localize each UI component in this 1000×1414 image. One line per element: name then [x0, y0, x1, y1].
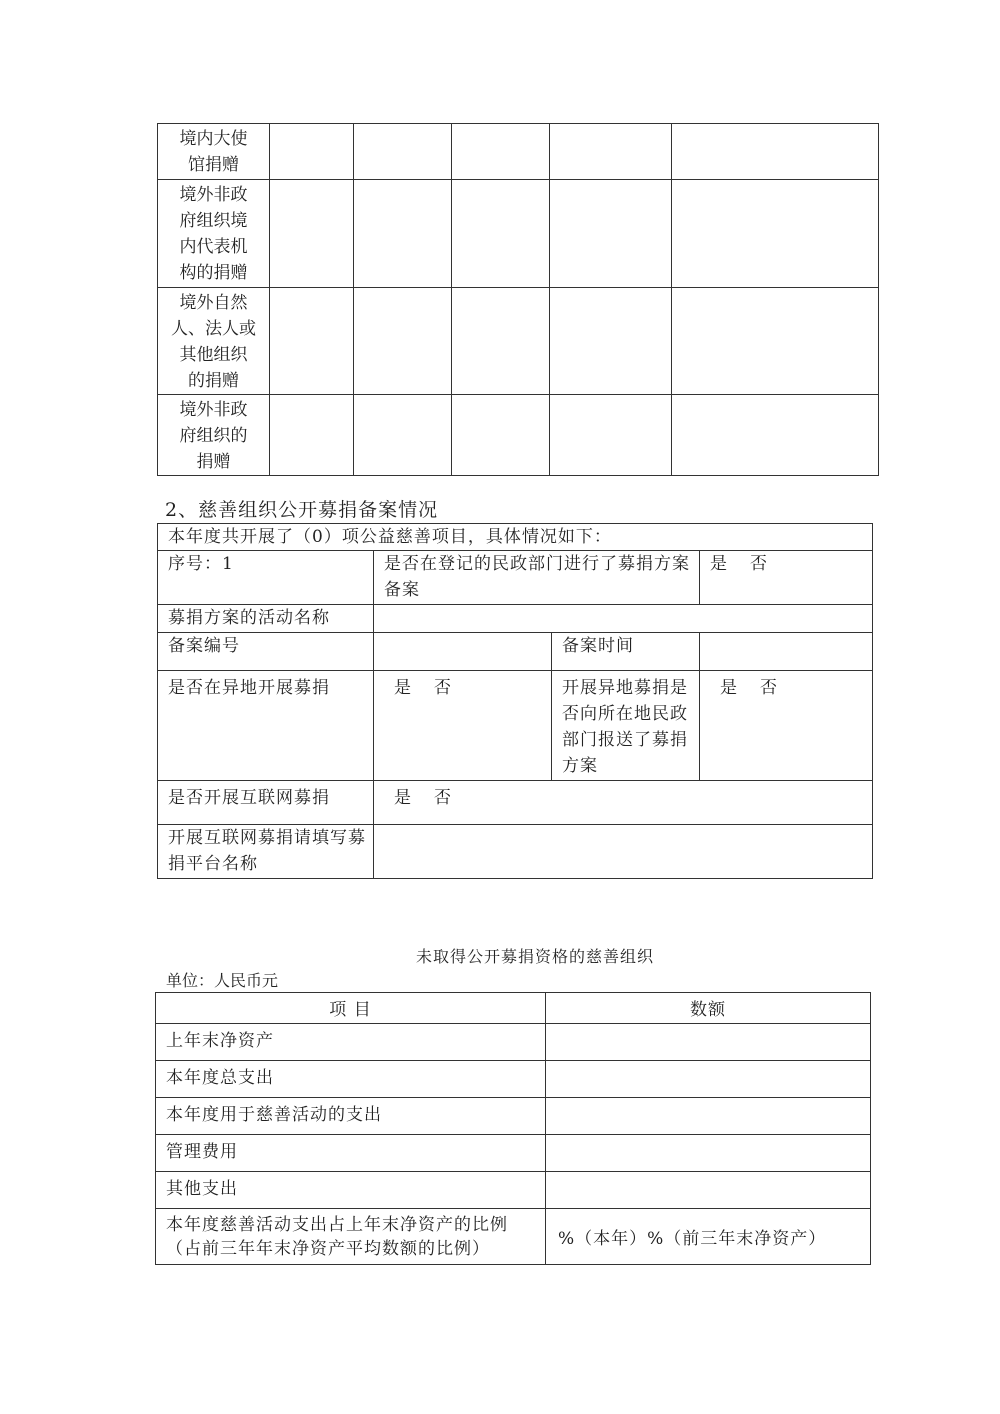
table-row	[156, 1135, 871, 1172]
activity-name-value[interactable]	[374, 605, 873, 633]
platform-label: 开展互联网募捐请填写募捐平台名称	[158, 825, 374, 879]
cell	[354, 395, 452, 476]
row-label	[158, 180, 270, 288]
header-amount: 数额	[546, 993, 871, 1024]
row-label: 本年度用于慈善活动的支出	[156, 1098, 546, 1135]
ratio-label	[156, 1209, 546, 1265]
cell	[452, 124, 550, 180]
table-row	[156, 1172, 871, 1209]
fundraising-filing-table	[157, 523, 873, 879]
offsite-label: 是否在异地开展募捐	[158, 671, 374, 781]
table-row	[158, 288, 879, 395]
amount-cell[interactable]	[546, 1061, 871, 1098]
table-row	[156, 1061, 871, 1098]
table-row	[158, 825, 873, 879]
offsite-report-yes-no[interactable]	[700, 671, 873, 781]
table-row	[156, 1098, 871, 1135]
intro-text: 本年度共开展了（0）项公益慈善项目，具体情况如下：	[158, 524, 873, 551]
table-row	[156, 993, 871, 1024]
no-option[interactable]: 否	[434, 678, 452, 698]
row-label	[158, 124, 270, 180]
table-row	[158, 671, 873, 781]
internet-yes-no[interactable]	[374, 781, 873, 825]
cell	[270, 180, 354, 288]
label-line: 捐赠	[196, 452, 231, 472]
label-line: 的捐赠	[188, 371, 239, 391]
label-line: 境内大使	[179, 129, 248, 149]
ratio-value[interactable]: %（本年）%（前三年末净资产）	[546, 1209, 871, 1265]
activity-name-label: 募捐方案的活动名称	[158, 605, 374, 633]
yes-option[interactable]: 是	[394, 678, 412, 698]
filed-yes-no[interactable]	[700, 551, 873, 605]
summary-table	[155, 992, 871, 1265]
summary-caption: 未取得公开募捐资格的慈善组织	[416, 947, 655, 966]
amount-cell[interactable]	[546, 1098, 871, 1135]
cell	[672, 124, 879, 180]
table-row	[158, 395, 879, 476]
filing-number-value[interactable]	[374, 633, 552, 671]
no-option[interactable]: 否	[434, 788, 452, 808]
cell	[354, 124, 452, 180]
row-label	[158, 395, 270, 476]
serial-number: 序号：1	[158, 551, 374, 605]
label-line: 其他组织	[179, 345, 248, 365]
yes-option[interactable]: 是	[720, 678, 738, 698]
cell	[452, 180, 550, 288]
platform-value[interactable]	[374, 825, 873, 879]
internet-label: 是否开展互联网募捐	[158, 781, 374, 825]
cell	[672, 395, 879, 476]
cell	[270, 124, 354, 180]
label-line: 境外非政	[179, 400, 248, 420]
ratio-line-1: 本年度慈善活动支出占上年末净资产的比例	[166, 1215, 508, 1235]
table-row	[158, 124, 879, 180]
yes-option[interactable]: 是	[710, 554, 728, 574]
cell	[550, 288, 672, 395]
filing-time-label: 备案时间	[552, 633, 700, 671]
table-row	[156, 1024, 871, 1061]
filing-time-value[interactable]	[700, 633, 873, 671]
cell	[672, 180, 879, 288]
filing-number-label: 备案编号	[158, 633, 374, 671]
cell	[452, 288, 550, 395]
cell	[270, 288, 354, 395]
table-row	[158, 605, 873, 633]
cell	[452, 395, 550, 476]
table-row	[158, 551, 873, 605]
table-row	[158, 633, 873, 671]
cell	[550, 124, 672, 180]
section-heading: 2、慈善组织公开募捐备案情况	[165, 499, 439, 521]
cell	[354, 180, 452, 288]
offsite-report-label: 开展异地募捐是否向所在地民政部门报送了募捐方案	[552, 671, 700, 781]
label-line: 境外非政	[179, 185, 248, 205]
label-line: 人、法人或	[171, 319, 256, 339]
no-option[interactable]: 否	[760, 678, 778, 698]
amount-cell[interactable]	[546, 1024, 871, 1061]
row-label: 其他支出	[156, 1172, 546, 1209]
label-line: 内代表机	[179, 237, 248, 257]
label-line: 府组织境	[179, 211, 248, 231]
label-line: 构的捐赠	[179, 263, 248, 283]
foreign-donation-table	[157, 123, 879, 476]
offsite-yes-no[interactable]	[374, 671, 552, 781]
label-line: 馆捐赠	[188, 155, 239, 175]
no-option[interactable]: 否	[750, 554, 768, 574]
ratio-line-2: （占前三年年末净资产平均数额的比例）	[166, 1239, 490, 1259]
yes-option[interactable]: 是	[394, 788, 412, 808]
cell	[270, 395, 354, 476]
currency-unit: 单位：人民币元	[166, 971, 279, 990]
label-line: 府组织的	[179, 426, 248, 446]
label-line: 境外自然	[179, 293, 248, 313]
header-item: 项 目	[156, 993, 546, 1024]
table-row	[158, 781, 873, 825]
table-row	[158, 180, 879, 288]
row-label	[158, 288, 270, 395]
table-row	[158, 524, 873, 551]
row-label: 管理费用	[156, 1135, 546, 1172]
cell	[550, 395, 672, 476]
cell	[550, 180, 672, 288]
table-row	[156, 1209, 871, 1265]
row-label: 本年度总支出	[156, 1061, 546, 1098]
row-label: 上年末净资产	[156, 1024, 546, 1061]
amount-cell[interactable]	[546, 1135, 871, 1172]
filed-question: 是否在登记的民政部门进行了募捐方案备案	[374, 551, 700, 605]
cell	[672, 288, 879, 395]
cell	[354, 288, 452, 395]
amount-cell[interactable]	[546, 1172, 871, 1209]
